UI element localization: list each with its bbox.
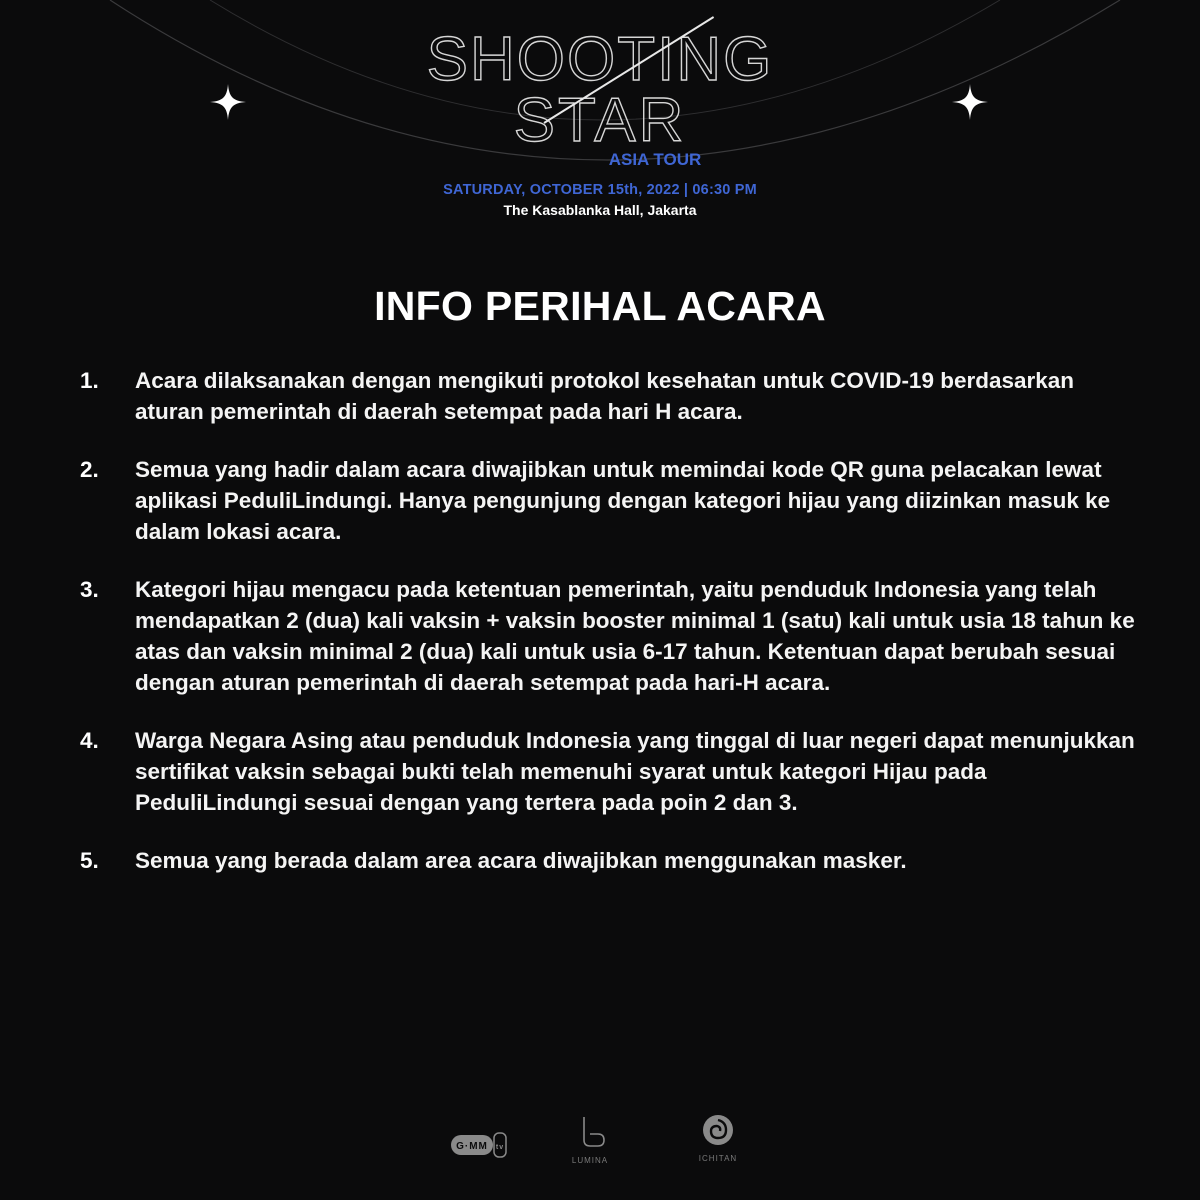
- list-item: [80, 845, 1140, 876]
- event-venue: The Kasablanka Hall, Jakarta: [503, 202, 697, 218]
- logo-star: [513, 86, 687, 155]
- list-item: [80, 365, 1140, 427]
- item-number: 1.: [80, 368, 99, 393]
- logo-star-text: STAR: [513, 86, 687, 155]
- list-item: [80, 454, 1140, 547]
- item-number: 2.: [80, 457, 99, 482]
- item-text: Acara dilaksanakan dengan mengikuti protokol kesehatan untuk COVID-19 berdasarkan aturan pemerintah di daerah setempat pada hari H acara.: [135, 368, 1075, 424]
- item-number: 5.: [80, 848, 99, 873]
- ichitan-label: ICHITAN: [698, 1154, 738, 1163]
- page-title: INFO PERIHAL ACARA: [374, 283, 826, 329]
- lumina-label: LUMINA: [571, 1156, 609, 1165]
- event-header: [0, 25, 1200, 218]
- gmmtv-logo: [450, 1130, 508, 1162]
- info-list: [80, 365, 1140, 903]
- svg-text:tv: tv: [495, 1144, 505, 1151]
- logo-shooting: SHOOTING: [426, 25, 774, 94]
- lumina-logo: [566, 1114, 614, 1165]
- list-item: [80, 574, 1140, 698]
- ichitan-logo: [696, 1112, 740, 1163]
- svg-text:G·MM: G·MM: [456, 1141, 488, 1152]
- sponsor-logos: [0, 1108, 1200, 1178]
- item-text: Kategori hijau mengacu pada ketentuan pemerintah, yaitu penduduk Indonesia yang telah mendapatkan 2 (dua) kali vaksin + vaksin booster minimal 1 (satu) kali untuk usia 18 tahun ke atas dan vaksin minimal 2 (dua) kali untuk usia 6-17 tahun. Ketentuan dapat berubah sesuai dengan aturan pemerintah di daerah setempat pada hari-H acara.: [135, 577, 1135, 695]
- event-date: SATURDAY, OCTOBER 15th, 2022 | 06:30 PM: [443, 182, 757, 198]
- item-text: Semua yang hadir dalam acara diwajibkan untuk memindai kode QR guna pelacakan lewat aplikasi PeduliLindungi. Hanya pengunjung dengan kategori hijau yang diizinkan masuk ke dalam lokasi acara.: [135, 457, 1111, 544]
- item-text: Semua yang berada dalam area acara diwajibkan menggunakan masker.: [135, 848, 907, 873]
- list-item: [80, 725, 1140, 818]
- item-text: Warga Negara Asing atau penduduk Indonesia yang tinggal di luar negeri dapat menunjukkan sertifikat vaksin sebagai bukti telah memenuhi syarat untuk kategori Hijau pada PeduliLindungi sesuai dengan yang tertera pada poin 2 dan 3.: [135, 728, 1135, 815]
- tour-label: ASIA TOUR: [608, 150, 702, 169]
- item-number: 3.: [80, 577, 99, 602]
- item-number: 4.: [80, 728, 99, 753]
